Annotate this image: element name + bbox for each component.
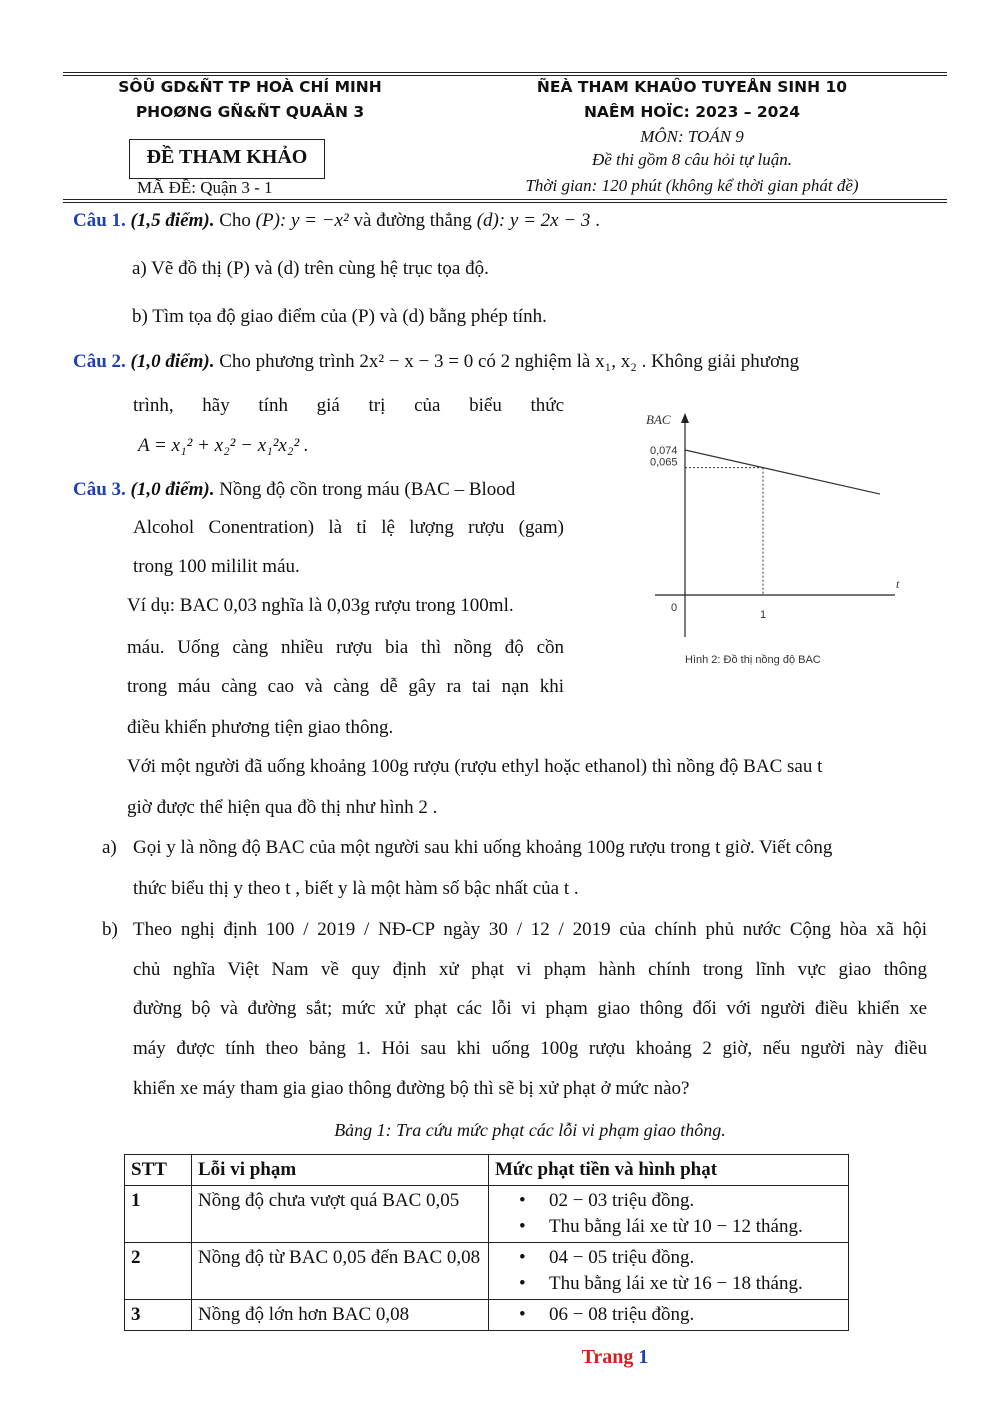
exam-time: Thời gian: 120 phút (không kể thời gian phát đề) [525, 176, 859, 195]
q3-b5: khiển xe máy tham gia giao thông đường bộ thì sẽ bị xử phạt ở mức nào? [133, 1078, 690, 1099]
q1-end: . [595, 210, 600, 231]
reference-title: ĐỀ THAM KHẢO [146, 146, 308, 168]
q3-label: Câu 3. [73, 479, 126, 500]
table-row [125, 1243, 849, 1300]
origin-label: 0 [671, 602, 678, 614]
q1-text-a: Cho [219, 210, 251, 231]
th-violation: Lỗi vi phạm [192, 1155, 489, 1186]
q3-b1: Theo nghị định 100 / 2019 / NĐ-CP ngày 30 / 12 / 2019 của chính phủ nước Cộng hòa xã hội [133, 919, 927, 940]
row-penalty [489, 1186, 849, 1243]
page-label: Trang [581, 1346, 634, 1368]
row-penalty [489, 1300, 849, 1331]
bac-series-line [685, 450, 880, 494]
q3-l9: giờ được thể hiện qua đồ thị như hình 2 . [127, 797, 438, 818]
row-violation: Nồng độ lớn hơn BAC 0,08 [192, 1300, 489, 1331]
q3-l2: Alcohol Conentration) là tỉ lệ lượng rượu (gam) [133, 517, 564, 538]
q3-l5: máu. Uống càng nhiều rượu bia thì nồng độ cồn [127, 637, 564, 658]
row-stt: 3 [125, 1300, 192, 1331]
question-2 [73, 350, 927, 374]
q1-points: (1,5 điểm). [130, 210, 215, 231]
question-1 [73, 209, 600, 233]
header-bottom-rule-2 [63, 202, 947, 203]
page-number: 1 [638, 1346, 649, 1368]
q1-text-b: và đường thẳng [353, 210, 472, 231]
page-footer [0, 1346, 1000, 1369]
x-tick-label: 1 [760, 609, 767, 621]
q3-l6: trong máu càng cao và càng dễ gây ra tai nạn khi [127, 676, 564, 697]
subject: MÔN: TOÁN 9 [640, 127, 744, 146]
q2-points: (1,0 điểm). [130, 351, 215, 372]
q2-line1: Cho phương trình 2x² − x − 3 = 0 có 2 nghiệm là x₁, x₂ . Không giải phương [219, 351, 800, 372]
q3-b4: máy được tính theo bảng 1. Hỏi sau khi uống 100g rượu khoảng 2 giờ, nếu người này điều [133, 1038, 927, 1059]
q2-line2: trình, hãy tính giá trị của biểu thức [133, 395, 564, 416]
q3-a1: Gọi y là nồng độ BAC của một người sau khi uống khoảng 100g rượu trong t giờ. Viết công [133, 837, 833, 858]
q3-l4: Ví dụ: BAC 0,03 nghĩa là 0,03g rượu trong 100ml. [127, 595, 514, 616]
penalty-fine: • 06 − 08 triệu đồng. [515, 1302, 842, 1328]
row-violation: Nồng độ từ BAC 0,05 đến BAC 0,08 [192, 1243, 489, 1300]
q3-points: (1,0 điểm). [130, 479, 215, 500]
question-3 [73, 478, 515, 502]
y-tick-label-1: 0,065 [650, 456, 678, 469]
exam-code: MÃ ĐỀ: Quận 3 - 1 [137, 178, 273, 197]
q3-l7: điều khiển phương tiện giao thông. [127, 717, 394, 738]
penalty-license: • Thu bằng lái xe từ 10 − 12 tháng. [515, 1214, 842, 1240]
q3-l1: Nồng độ cồn trong máu (BAC – Blood [219, 479, 516, 500]
table-header-row [125, 1155, 849, 1186]
x-axis-label: t [896, 577, 900, 591]
table-row [125, 1186, 849, 1243]
header-top-rule-2 [63, 75, 947, 76]
y-axis-label: BAC [646, 412, 671, 427]
q3-b3: đường bộ và đường sắt; mức xử phạt các lỗi vi phạm giao thông đối với người điều khiển xe [133, 998, 927, 1019]
penalty-table [124, 1154, 849, 1331]
table-row [125, 1300, 849, 1331]
q3-l3: trong 100 mililit máu. [133, 556, 300, 577]
exam-info: Đề thi gồm 8 câu hỏi tự luận. [591, 150, 793, 169]
th-penalty: Mức phạt tiền và hình phạt [489, 1155, 849, 1186]
q1-line: (d): y = 2x − 3 [476, 210, 591, 231]
q1-parabola: (P): y = −x² [255, 210, 349, 231]
dept-name: SÔÛ GD&ÑT TP HOÀ CHÍ MINH [118, 78, 382, 96]
chart-caption: Hình 2: Đồ thị nồng độ BAC [685, 654, 821, 666]
row-stt: 2 [125, 1243, 192, 1300]
header-top-rule [63, 72, 947, 73]
th-stt: STT [125, 1155, 192, 1186]
q3-a2: thức biểu thị y theo t , biết y là một hàm số bậc nhất của t . [133, 878, 579, 899]
penalty-license: • Thu bằng lái xe từ 16 − 18 tháng. [515, 1271, 842, 1297]
row-penalty [489, 1243, 849, 1300]
q1-part-a: a) Vẽ đồ thị (P) và (d) trên cùng hệ trục tọa độ. [132, 258, 489, 279]
q2-label: Câu 2. [73, 351, 126, 372]
header-bottom-rule [63, 199, 947, 200]
q3-part-b-label: b) [102, 919, 118, 940]
school-year: NAÊM HOÏC: 2023 – 2024 [583, 103, 801, 121]
row-stt: 1 [125, 1186, 192, 1243]
q1-part-b: b) Tìm tọa độ giao điểm của (P) và (d) bằng phép tính. [132, 306, 547, 327]
q2-formula: A = x₁² + x₂² − x₁²x₂² . [138, 435, 309, 456]
q3-b2: chủ nghĩa Việt Nam về quy định xử phạt vi phạm hành chính trong lĩnh vực giao thông [133, 959, 927, 980]
table-caption: Bảng 1: Tra cứu mức phạt các lỗi vi phạm giao thông. [334, 1120, 726, 1140]
exam-title: ÑEÀ THAM KHAÛO TUYEÅN SINH 10 [536, 78, 848, 96]
y-axis-arrow [681, 413, 689, 423]
office-name: PHOØNG GÑ&ÑT QUAÄN 3 [135, 103, 365, 121]
penalty-fine: • 02 − 03 triệu đồng. [515, 1188, 842, 1214]
row-violation: Nồng độ chưa vượt quá BAC 0,05 [192, 1186, 489, 1243]
penalty-fine: • 04 − 05 triệu đồng. [515, 1245, 842, 1271]
q1-label: Câu 1. [73, 210, 126, 231]
q3-l8: Với một người đã uống khoảng 100g rượu (rượu ethyl hoặc ethanol) thì nồng độ BAC sau t [127, 756, 823, 777]
y-tick-label-0: 0,074 [650, 445, 678, 457]
q3-part-a-label: a) [102, 837, 117, 858]
bac-chart [600, 405, 900, 675]
